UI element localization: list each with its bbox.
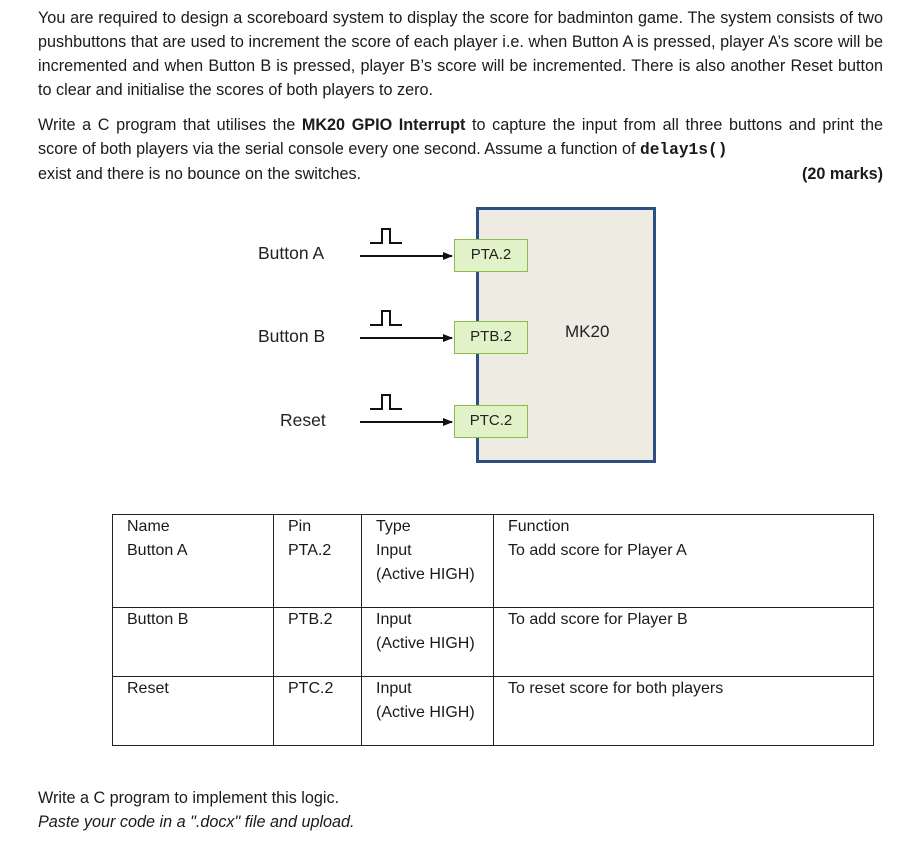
instruction-text-middle: to capture the input from all three buttons and print the score of both players via the serial console every one second. Assume a function of <box>38 116 883 158</box>
cell-pin: PTB.2 <box>274 608 362 677</box>
cell-function: To add score for Player A <box>494 539 874 608</box>
problem-description: You are required to design a scoreboard system to display the score for badminton game. The system consists of two pushbuttons that are used to increment the score of each player i.e. when Button A is pressed, player A’s score will be incremented and when Button B is pressed, player B’s score will be incremented. There is also another Reset button to clear and initialise the scores of both players to zero. <box>38 9 883 99</box>
pin-ptb2-box: PTB.2 <box>454 321 528 354</box>
instruction-text-end: exist and there is no bounce on the switches. <box>38 165 362 183</box>
button-a-label: Button A <box>258 243 325 263</box>
pin-assignment-table <box>112 514 874 746</box>
cell-type <box>362 677 494 746</box>
cell-pin: PTC.2 <box>274 677 362 746</box>
reset-connection <box>360 395 452 422</box>
header-pin: Pin <box>274 515 362 540</box>
header-name: Name <box>113 515 274 540</box>
type-line: Input <box>376 542 412 559</box>
type-line: Input <box>376 611 412 628</box>
footer-upload-note: Paste your code in a ".docx" file and upload. <box>38 813 355 831</box>
table-row <box>113 608 874 677</box>
cell-name: Reset <box>113 677 274 746</box>
instruction-bold-term: MK20 GPIO Interrupt <box>301 116 466 134</box>
cell-function: To reset score for both players <box>494 677 874 746</box>
pin-pta2-box: PTA.2 <box>454 239 528 272</box>
cell-name: Button A <box>113 539 274 608</box>
pulse-icon <box>370 395 402 409</box>
cell-pin: PTA.2 <box>274 539 362 608</box>
task-instruction <box>38 113 883 186</box>
pulse-icon <box>370 229 402 243</box>
type-line: (Active HIGH) <box>376 566 475 583</box>
mk20-label: MK20 <box>565 322 610 341</box>
button-a-connection <box>360 229 452 256</box>
button-b-label: Button B <box>258 326 326 346</box>
header-type: Type <box>362 515 494 540</box>
pin-ptc2-box: PTC.2 <box>454 405 528 438</box>
delay-function-code: delay1s() <box>639 141 728 159</box>
type-line: Input <box>376 680 412 697</box>
type-line: (Active HIGH) <box>376 635 475 652</box>
cell-type <box>362 539 494 608</box>
table-row <box>113 539 874 608</box>
type-line: (Active HIGH) <box>376 704 475 721</box>
button-b-connection <box>360 311 452 338</box>
marks-label: (20 marks) <box>802 165 883 183</box>
pulse-icon <box>370 311 402 325</box>
cell-name: Button B <box>113 608 274 677</box>
instruction-last-line <box>38 162 883 186</box>
table-header-row <box>113 515 874 540</box>
header-function: Function <box>494 515 874 540</box>
cell-function: To add score for Player B <box>494 608 874 677</box>
instruction-text-start: Write a C program that utilises the <box>38 116 302 134</box>
reset-label: Reset <box>280 410 326 430</box>
footer-instruction: Write a C program to implement this logic. <box>38 789 340 807</box>
cell-type <box>362 608 494 677</box>
table-row <box>113 677 874 746</box>
